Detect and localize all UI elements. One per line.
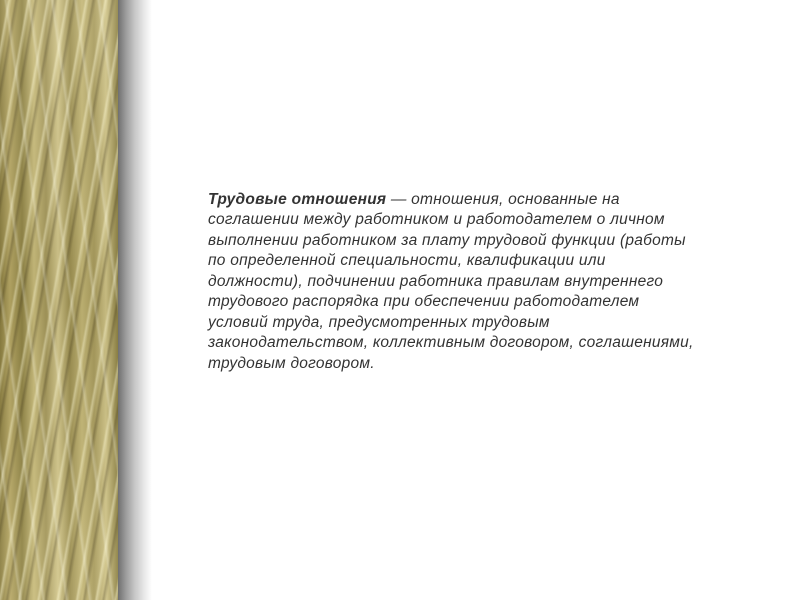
border-shadow xyxy=(118,0,152,600)
decorative-gold-border xyxy=(0,0,118,600)
definition-term: Трудовые отношения xyxy=(208,190,387,208)
gold-border-sheen xyxy=(0,0,118,600)
definition-text: — отношения, основанные на соглашении между работником и работодателем о личном выполнении работником за плату трудовой функции (работы по определенной специальности, квалификации или должности), подчинении работника правилам внутреннего трудового распорядка при обеспечении работодателем условий труда, предусмотренных трудовым законодательством, коллективным договором, соглашениями, трудовым договором. xyxy=(208,190,694,372)
definition-paragraph xyxy=(208,190,698,375)
